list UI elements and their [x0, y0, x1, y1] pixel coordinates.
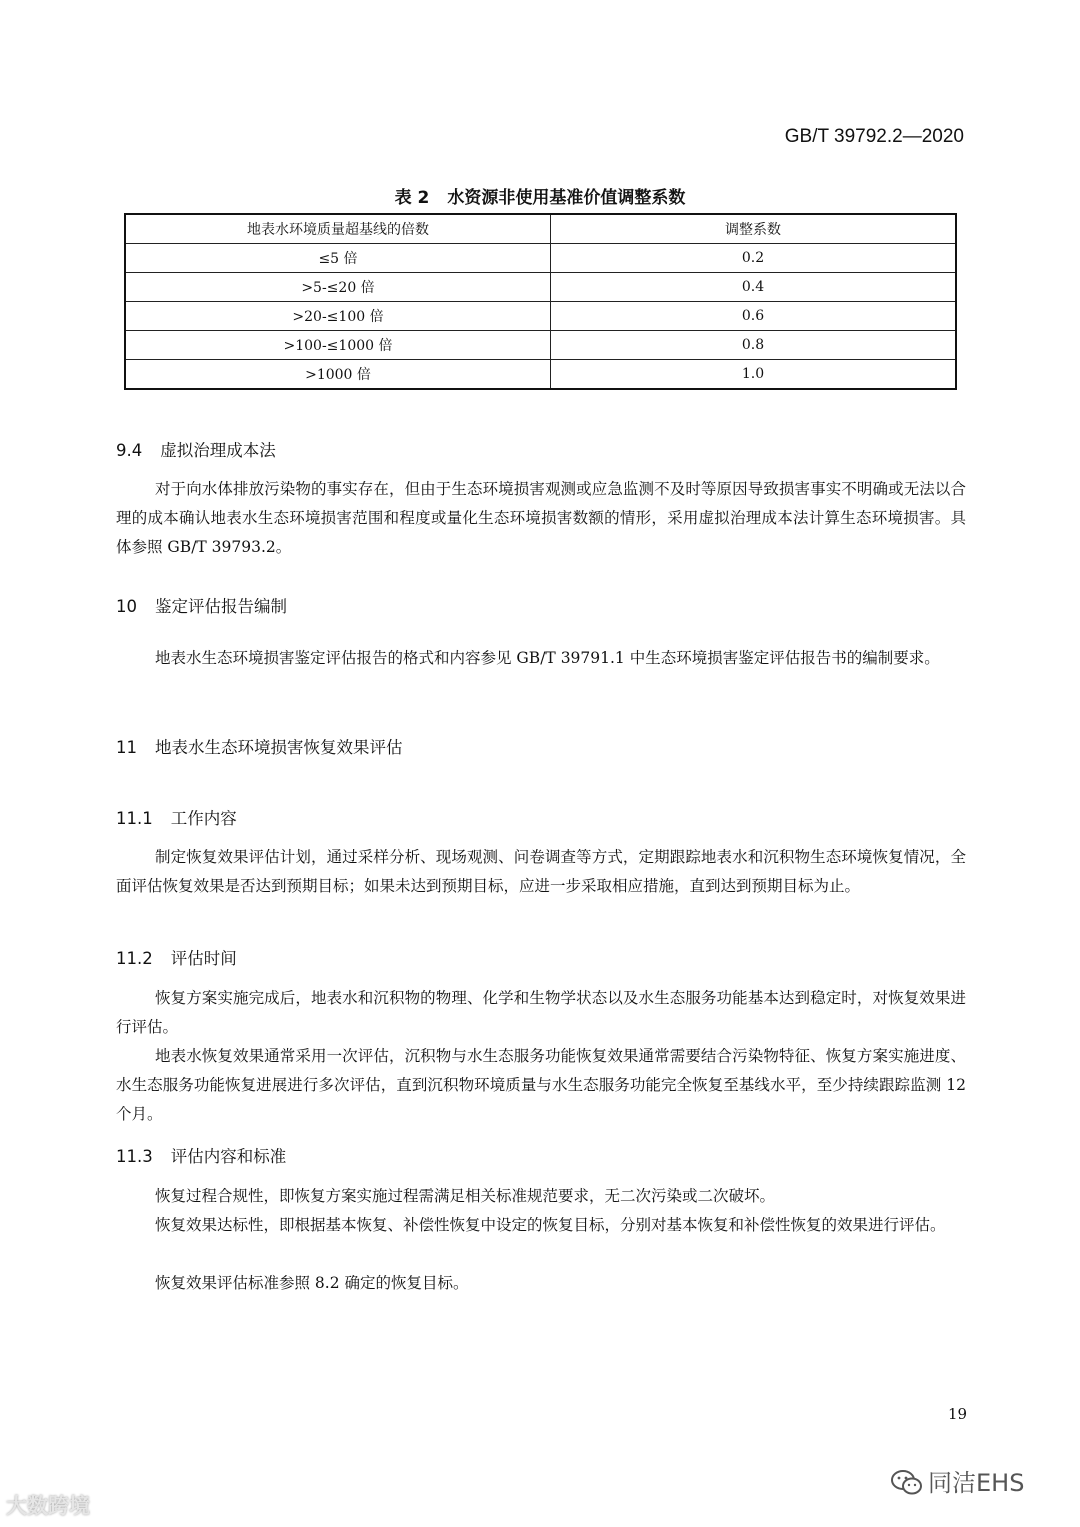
section-title: 工作内容 [170, 809, 237, 828]
page-number: 19 [948, 1405, 968, 1423]
paragraph: 恢复效果评估标准参照 8.2 确定的恢复目标。 [155, 1274, 469, 1292]
watermark-right [890, 1463, 1024, 1498]
section-heading-9-4 [116, 437, 276, 461]
section-title: 鉴定评估报告编制 [155, 597, 287, 616]
section-title: 评估内容和标准 [170, 1147, 287, 1166]
table-title [0, 183, 1080, 208]
table-row [125, 244, 956, 273]
table-cell: 0.6 [551, 302, 957, 331]
section-number: 11.2 [116, 949, 153, 968]
section-number: 11 [116, 738, 137, 757]
watermark-right-text: 同洁EHS [928, 1469, 1025, 1497]
section-heading-11-3 [116, 1143, 286, 1167]
paragraph: 地表水恢复效果通常采用一次评估，沉积物与水生态服务功能恢复效果通常需要结合污染物特征、恢复方案实施进度、水生态服务功能恢复进展进行多次评估，直到沉积物环境质量与水生态服务功能完全恢复至基线水平，至少持续跟踪监测 12 个月。 [116, 1047, 966, 1123]
table-cell: >1000 倍 [125, 360, 551, 390]
paragraph: 制定恢复效果评估计划，通过采样分析、现场观测、问卷调查等方式，定期跟踪地表水和沉积物生态环境恢复情况，全面评估恢复效果是否达到预期目标；如果未达到预期目标，应进一步采取相应措施，直到达到预期目标为止。 [116, 848, 966, 895]
section-heading-11 [116, 734, 403, 758]
table-number: 表 2 [394, 188, 430, 208]
table-cell: >5-≤20 倍 [125, 273, 551, 302]
section-title: 虚拟治理成本法 [160, 441, 276, 460]
section-title: 评估时间 [170, 949, 237, 968]
section-number: 11.1 [116, 809, 153, 828]
paragraph: 恢复效果达标性，即根据基本恢复、补偿性恢复中设定的恢复目标，分别对基本恢复和补偿性恢复的效果进行评估。 [155, 1216, 946, 1234]
paragraph: 恢复过程合规性，即恢复方案实施过程需满足相关标准规范要求，无二次污染或二次破坏。 [155, 1187, 776, 1205]
paragraph: 对于向水体排放污染物的事实存在，但由于生态环境损害观测或应急监测不及时等原因导致损害事实不明确或无法以合理的成本确认地表水生态环境损害范围和程度或量化生态环境损害数额的情形，采用虚拟治理成本法计算生态环境损害。具体参照 GB/T 39793.2。 [116, 480, 966, 556]
table-cell: >20-≤100 倍 [125, 302, 551, 331]
table-cell: 0.8 [551, 331, 957, 360]
adjustment-coefficient-table [124, 213, 957, 390]
wechat-icon [890, 1469, 924, 1497]
section-number: 10 [116, 597, 137, 616]
table-cell: 1.0 [551, 360, 957, 390]
table-row [125, 273, 956, 302]
table-row [125, 331, 956, 360]
section-heading-11-2 [116, 945, 237, 969]
table-cell: 0.2 [551, 244, 957, 273]
section-title: 地表水生态环境损害恢复效果评估 [155, 738, 403, 757]
table-cell: ≤5 倍 [125, 244, 551, 273]
paragraph: 恢复方案实施完成后，地表水和沉积物的物理、化学和生物学状态以及水生态服务功能基本达到稳定时，对恢复效果进行评估。 [116, 989, 966, 1036]
table-header-row [125, 214, 956, 244]
table-row [125, 302, 956, 331]
standard-code: GB/T 39792.2—2020 [784, 126, 964, 147]
section-number: 9.4 [116, 441, 143, 460]
section-number: 11.3 [116, 1147, 153, 1166]
watermark-left [6, 1490, 90, 1520]
table-row [125, 360, 956, 390]
table-header-cell: 地表水环境质量超基线的倍数 [125, 214, 551, 244]
table-title-text: 水资源非使用基准价值调整系数 [447, 188, 686, 208]
section-heading-10 [116, 593, 287, 617]
table-cell: >100-≤1000 倍 [125, 331, 551, 360]
watermark-left-text: 大数跨境 [6, 1494, 90, 1518]
paragraph: 地表水生态环境损害鉴定评估报告的格式和内容参见 GB/T 39791.1 中生态环境损害鉴定评估报告书的编制要求。 [155, 649, 940, 667]
table-cell: 0.4 [551, 273, 957, 302]
table-header-cell: 调整系数 [551, 214, 957, 244]
section-heading-11-1 [116, 805, 237, 829]
